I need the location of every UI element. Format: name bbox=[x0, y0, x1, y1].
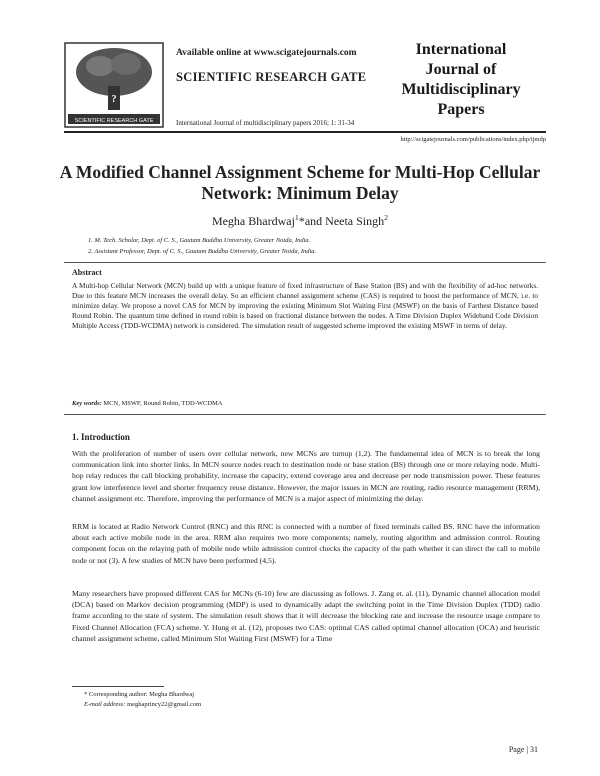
journal-url[interactable]: http://scigatejournals.com/publications/index.php/ijmdp bbox=[400, 136, 546, 143]
email-address: meghaprincy22@gmail.com bbox=[127, 701, 202, 708]
author-1-sup: 1 bbox=[294, 213, 299, 222]
intro-paragraph-1: With the proliferation of number of users over cellular network, new MCNs are turnup (1,2). The fundamental idea of MCN is to break the long communication link into shorter links. In MCN source nodes reach to destination node or base station (BS) through one or more relaying node. Multi-hop relay reduces the call blocking probability, increase the capacity, extend coverage area and decrease per node transmission power. These features grant low interference level and shorter frequency reuse distance. However, the major issues in MCN are routing, radio resource management (RRM), channel assignment etc. Therefore, improving the performance of MCN is a major aspect of minimizing the delay. bbox=[72, 449, 540, 503]
header-divider bbox=[64, 131, 546, 133]
keywords-list: MCN, MSWF, Round Robin, TDD-WCDMA bbox=[103, 400, 223, 407]
keywords-label: Key words: bbox=[72, 400, 102, 407]
page-number-value: 31 bbox=[530, 745, 538, 754]
logo-text: SCIENTIFIC RESEARCH GATE bbox=[74, 118, 154, 124]
journal-title: International Journal of Multidisciplinary Papers bbox=[401, 41, 521, 118]
email-label: E-mail address: bbox=[84, 701, 126, 708]
svg-text:?: ? bbox=[111, 94, 117, 105]
author-2: and Neeta Singh bbox=[304, 214, 385, 228]
author-1-star: * bbox=[298, 214, 305, 228]
abstract-body: A Multi-hop Cellular Network (MCN) build up with a unique feature of fixed infrastructure of Base Station (BS) and with the flexibility of ad-hoc networks. Due to this feature MCN increases the overall delay. So an efficient channel assignment scheme (CAS) is required to boost the performance of MCN, i.e. to minimize delay. We propose a novel CAS for MCN by improving the existing Minimum Slot Waiting First (MSWF) on the basis of Farthest Distance based Round Robin. The quantum time defined in round robin is based on fractional distance between the nodes. A Time Division Duplex Wideband Code Division Multiple Access (TDD-WCDMA) network is considered. The simulation result of suggested scheme improved the existing MSWF in terms of delay. bbox=[72, 281, 538, 331]
footnote-rule bbox=[72, 686, 164, 687]
intro-heading: 1. Introduction bbox=[72, 432, 130, 442]
intro-paragraph-2: RRM is located at Radio Network Control (RNC) and this RNC is connected with a number of fixed terminals called BS. RNC have the information about each active mobile node in the area. RRM also requires two more components; namely, routing algorithm and admission control. Routing component focus on the relaying path of mobile node while admission control checks the capacity of the path whether it can direct the call to mobile node or not (3). A few studies of MCN have been performed (4,5). bbox=[72, 522, 540, 565]
affiliation-2: 2. Assistant Professor, Dept. of C. S., Gautam Buddha University, Greater Noida, India. bbox=[88, 248, 317, 255]
paper-authors bbox=[50, 213, 550, 229]
footnote-corresponding: * Corresponding author: Megha Bhardwaj bbox=[84, 691, 195, 698]
availability-line: Available online at www.scigatejournals.com bbox=[176, 48, 357, 58]
page-label: Page | bbox=[508, 745, 528, 754]
publisher-name: SCIENTIFIC RESEARCH GATE bbox=[176, 70, 367, 84]
publisher-logo bbox=[64, 42, 164, 128]
affiliation-1: 1. M. Tech. Scholar, Dept. of C. S., Gautam Buddha University, Greater Noida, India. bbox=[88, 237, 311, 244]
abstract-top-rule bbox=[64, 262, 546, 263]
abstract-heading: Abstract bbox=[72, 268, 102, 277]
author-2-sup: 2 bbox=[384, 213, 389, 222]
author-1: Megha Bhardwaj bbox=[211, 214, 295, 228]
keywords bbox=[72, 400, 223, 407]
footnote-email bbox=[84, 701, 201, 708]
citation-line: International Journal of multidisciplinary papers 2016; 1: 31-34 bbox=[176, 119, 355, 127]
page-number bbox=[509, 745, 538, 754]
paper-title: A Modified Channel Assignment Scheme for Multi-Hop Cellular Network: Minimum Delay bbox=[59, 162, 541, 203]
intro-paragraph-3: Many researchers have proposed different CAS for MCNs (6-10) few are discussing as follows. J. Zang et. al. (11), Dynamic channel allocation model (DCA) based on Markov decision programming (MDP) is used to dynamically adapt the switching point in the Time Division Duplex (TDD) radio frame according to the state of system. The simulation result shows that it will decrease the blocking rate and increase the resource usage compare to Fixed Channel Allocation (FCA) scheme. Y. Hung et al. (12), proposes two CAS: optimal CAS called optimal channel allocation (OCA) and heuristic channel assignment scheme, called Minimum Slot Waiting First (MSWF) for a Time bbox=[72, 589, 540, 643]
abstract-bottom-rule bbox=[64, 414, 546, 415]
